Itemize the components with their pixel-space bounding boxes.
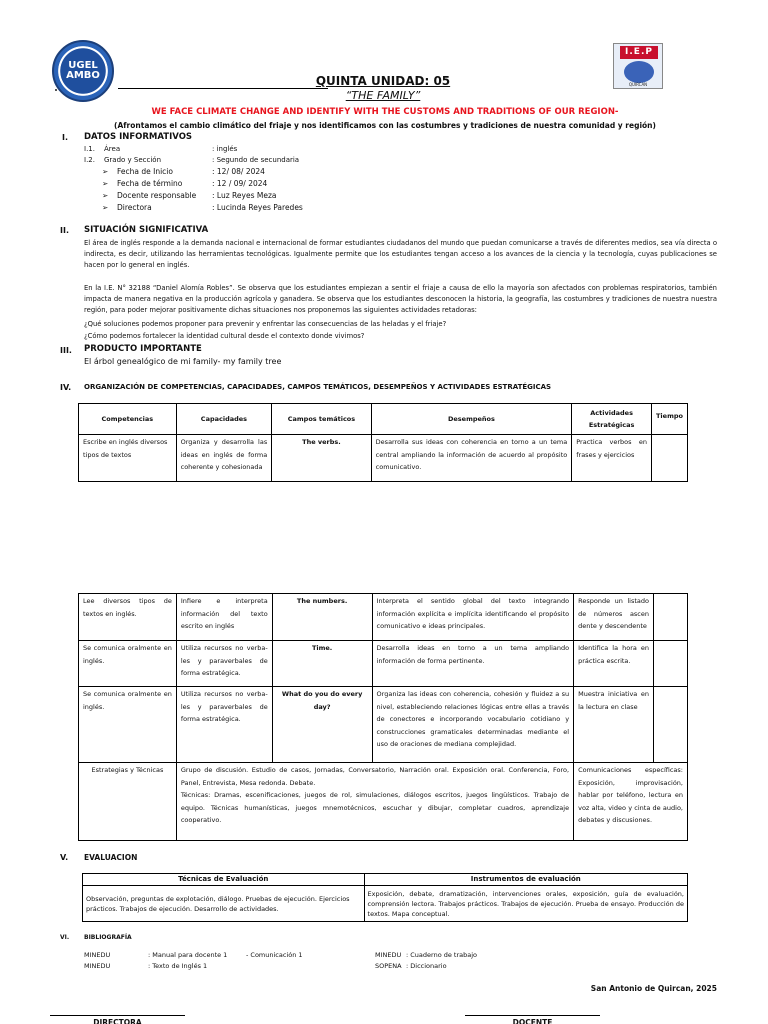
arrow-bullet-icon: ➢ bbox=[102, 167, 109, 176]
cell-desempeno: Desarrolla ideas en torno a un tema ampliando información de forma pertinente. bbox=[372, 641, 574, 687]
cell-actividad: Identifica la hora en práctica escrita. bbox=[574, 641, 654, 687]
eval-header-techniques: Técnicas de Evaluación bbox=[83, 874, 365, 886]
strategies-label: Estrategias y Técnicas bbox=[79, 763, 177, 841]
table-row bbox=[79, 435, 688, 482]
section-2-title: SITUACIÓN SIGNIFICATIVA bbox=[84, 225, 209, 235]
bib-publisher: MINEDU bbox=[375, 951, 402, 959]
table-header-row bbox=[79, 404, 688, 435]
section-3-title: PRODUCTO IMPORTANTE bbox=[84, 344, 202, 354]
table-row bbox=[79, 594, 688, 641]
cell-competencia: Escribe en inglés diversos tipos de textos bbox=[79, 435, 177, 482]
cell-tiempo bbox=[651, 435, 687, 482]
item-value: : inglés bbox=[212, 145, 238, 153]
section-6-title: BIBLIOGRAFÍA bbox=[84, 934, 132, 941]
strategies-text-2: Técnicas: Dramas, escenificaciones, juegos de rol, simulaciones, diálogos escritos, juegos lingüísticos. Trabajo de equipo. Técnicas humanísticas, juegos mnemotécnicos, escuchar y dibujar, completar cuadros, aprendizaje cooperativo. bbox=[180, 791, 570, 824]
cell-campo: What do you do every day? bbox=[272, 687, 372, 763]
competencies-table bbox=[78, 403, 688, 482]
school-logo-text: I.E.P bbox=[620, 46, 658, 59]
cell-actividad: Muestra iniciativa en la lectura en clase bbox=[574, 687, 654, 763]
section-4-num: IV. bbox=[60, 383, 72, 392]
item-num: I.2. bbox=[84, 156, 95, 164]
cell-desempeno: Organiza las ideas con coherencia, cohesión y fluidez a su nivel, estableciendo relaciones lógicas entre ellas a través de conectores e incorporando vocabulario cotidiano y construcciones gramaticales determinadas mediante el uso de oraciones de mediana complejidad. bbox=[372, 687, 574, 763]
competencies-table-continued bbox=[78, 593, 688, 841]
header-tiempo: Tiempo bbox=[651, 404, 687, 435]
situation-paragraph-1: El área de inglés responde a la demanda nacional e internacional de formar estudiantes ciudadanos del mundo que puedan comunicarse a través de diferentes medios, sea vía directa o indirecta, es decir, utilizando las herramientas tecnológicas. Igualmente permite que los estudiantes tengan acceso a los avances de la ciencia y la tecnología, cuyas publicaciones se hacen por lo general en inglés. bbox=[84, 239, 717, 269]
eval-instruments: Exposición, debate, dramatización, intervenciones orales, exposición, guía de evaluación, comprensión lectora. Trabajos prácticos. Trabajos de ejecución. Prueba de ensayo. Producción de textos. Mapa conceptual. bbox=[364, 886, 687, 922]
table-row bbox=[79, 641, 688, 687]
section-5-title: EVALUACION bbox=[84, 853, 138, 862]
english-title: WE FACE CLIMATE CHANGE AND IDENTIFY WITH THE CUSTOMS AND TRADITIONS OF OUR REGION- bbox=[151, 107, 619, 117]
signature-docente: DOCENTE bbox=[465, 1015, 600, 1024]
strategies-text-1: Grupo de discusión. Estudio de casos, Jornadas, Conversatorio, Narración oral. Exposición oral. Conferencia, Foro, Panel, Entrevista, Mesa redonda. Debate. bbox=[180, 766, 570, 787]
bib-title: : Cuaderno de trabajo bbox=[406, 951, 478, 959]
place-date: San Antonio de Quircan, 2025 bbox=[590, 984, 717, 993]
cell-tiempo bbox=[654, 594, 688, 641]
header-desempenos: Desempeños bbox=[371, 404, 572, 435]
arrow-bullet-icon: ➢ bbox=[102, 179, 109, 188]
dot-mark bbox=[55, 89, 57, 91]
cell-campo: Time. bbox=[272, 641, 372, 687]
cell-capacidad: Infiere e interpreta información del texto escrito en inglés bbox=[176, 594, 272, 641]
eval-header-instruments: Instrumentos de evaluación bbox=[364, 874, 687, 886]
cell-desempeno: Interpreta el sentido global del texto integrando información explícita e implícita identificando el propósito comunicativo e ideas principales. bbox=[372, 594, 574, 641]
cell-actividad: Practica verbos en frases y ejercicios bbox=[572, 435, 652, 482]
bullet-label: Fecha de Inicio bbox=[117, 167, 173, 176]
item-num: I.1. bbox=[84, 145, 95, 153]
bib-publisher: MINEDU bbox=[84, 951, 111, 959]
section-2-num: II. bbox=[60, 226, 69, 235]
spanish-title: (Afrontamos el cambio climático del friaje y nos identificamos con las costumbres y tradiciones de nuestra comunidad y región) bbox=[114, 121, 656, 130]
bullet-value: : Luz Reyes Meza bbox=[212, 191, 277, 200]
strategies-row bbox=[79, 763, 688, 841]
school-logo-bottom: QUIRCAN bbox=[628, 82, 648, 87]
strategies-text bbox=[176, 763, 573, 841]
cell-competencia: Se comunica oralmente en inglés. bbox=[79, 641, 177, 687]
unit-title: QUINTA UNIDAD: 05 bbox=[315, 74, 451, 88]
arrow-bullet-icon: ➢ bbox=[102, 203, 109, 212]
bib-title: : Texto de Inglés 1 bbox=[148, 962, 208, 970]
cell-competencia: Lee diversos tipos de textos en inglés. bbox=[79, 594, 177, 641]
item-label: Grado y Sección bbox=[104, 156, 162, 164]
question-1: ¿Qué soluciones podemos proponer para prevenir y enfrentar las consecuencias de las heladas y el friaje? bbox=[84, 320, 447, 328]
cell-capacidad: Organiza y desarrolla las ideas en inglés de forma coherente y cohesionada bbox=[176, 435, 272, 482]
cell-desempeno: Desarrolla sus ideas con coherencia en torno a un tema central ampliando la información de acuerdo al propósito comunicativo. bbox=[371, 435, 572, 482]
cell-tiempo bbox=[654, 687, 688, 763]
product-text: El árbol genealógico de mi family- my family tree bbox=[84, 357, 282, 366]
bib-publisher: SOPENA bbox=[375, 962, 402, 970]
bib-title: : Manual para docente 1 bbox=[148, 951, 228, 959]
cell-capacidad: Utiliza recursos no verba-les y paraverbales de forma estratégica. bbox=[176, 641, 272, 687]
bullet-value: : Lucinda Reyes Paredes bbox=[212, 203, 303, 212]
ugel-logo bbox=[52, 40, 114, 102]
bullet-label: Docente responsable bbox=[117, 191, 197, 200]
bib-publisher: MINEDU bbox=[84, 962, 111, 970]
arrow-bullet-icon: ➢ bbox=[102, 191, 109, 200]
header-campos: Campos temáticos bbox=[272, 404, 371, 435]
item-value: : Segundo de secundaria bbox=[212, 156, 300, 164]
section-6-num: VI. bbox=[60, 934, 70, 941]
header-actividades: Actividades Estratégicas bbox=[572, 404, 652, 435]
section-3-num: III. bbox=[60, 346, 72, 355]
cell-campo: The verbs. bbox=[272, 435, 371, 482]
situation-paragraph-2: En la I.E. N° 32188 “Daniel Alomía Robles”. Se observa que los estudiantes empiezan a sentir el friaje a causa de ello la mayoría son afectados con problemas respiratorios, también impacta de manera negativa en la producción agrícola y ganadera. Se observa que los estudiantes desconocen la historia, la geografía, las costumbres y tradiciones de nuestra nuestra región, para poder mejorar positivamente dichas situaciones nos proponemos las siguientes actividades retadoras: bbox=[84, 284, 717, 314]
section-1-num: I. bbox=[62, 133, 69, 142]
bullet-label: Directora bbox=[117, 203, 152, 212]
question-2: ¿Cómo podemos fortalecer la identidad cultural desde el contexto donde vivimos? bbox=[84, 332, 365, 340]
item-label: Área bbox=[104, 145, 121, 153]
table-row bbox=[79, 687, 688, 763]
communications-text: Comunicaciones específicas: Exposición, improvisación, hablar por teléfono, lectura en voz alta, video y cinta de audio, debates y discusiones. bbox=[574, 763, 688, 841]
eval-techniques: Observación, preguntas de explotación, diálogo. Pruebas de ejecución. Ejercicios prácticos. Trabajos de ejecución. Desarrollo de actividades. bbox=[83, 886, 365, 922]
bullet-value: : 12 / 09/ 2024 bbox=[212, 179, 268, 188]
header-competencias: Competencias bbox=[79, 404, 177, 435]
section-5-num: V. bbox=[60, 853, 69, 862]
section-1-title: DATOS INFORMATIVOS bbox=[84, 132, 193, 142]
signature-directora: DIRECTORA bbox=[50, 1015, 185, 1024]
header-capacidades: Capacidades bbox=[176, 404, 272, 435]
cell-capacidad: Utiliza recursos no verba-les y paraverbales de forma estratégica. bbox=[176, 687, 272, 763]
bullet-value: : 12/ 08/ 2024 bbox=[212, 167, 265, 176]
bib-title: : Diccionario bbox=[406, 962, 447, 970]
cell-tiempo bbox=[654, 641, 688, 687]
ugel-logo-text: UGEL AMBO bbox=[66, 60, 100, 81]
cell-competencia: Se comunica oralmente en inglés. bbox=[79, 687, 177, 763]
unit-subtitle: “THE FAMILY” bbox=[345, 89, 421, 102]
bib-title-extra: - Comunicación 1 bbox=[246, 951, 303, 959]
cell-campo: The numbers. bbox=[272, 594, 372, 641]
evaluation-table bbox=[82, 873, 688, 922]
section-4-title: ORGANIZACIÓN DE COMPETENCIAS, CAPACIDADES, CAMPOS TEMÁTICOS, DESEMPEÑOS Y ACTIVIDADES ESTRATÉGICAS bbox=[84, 383, 552, 391]
bullet-label: Fecha de término bbox=[117, 179, 183, 188]
cell-actividad: Responde un listado de números ascen dente y descendente bbox=[574, 594, 654, 641]
